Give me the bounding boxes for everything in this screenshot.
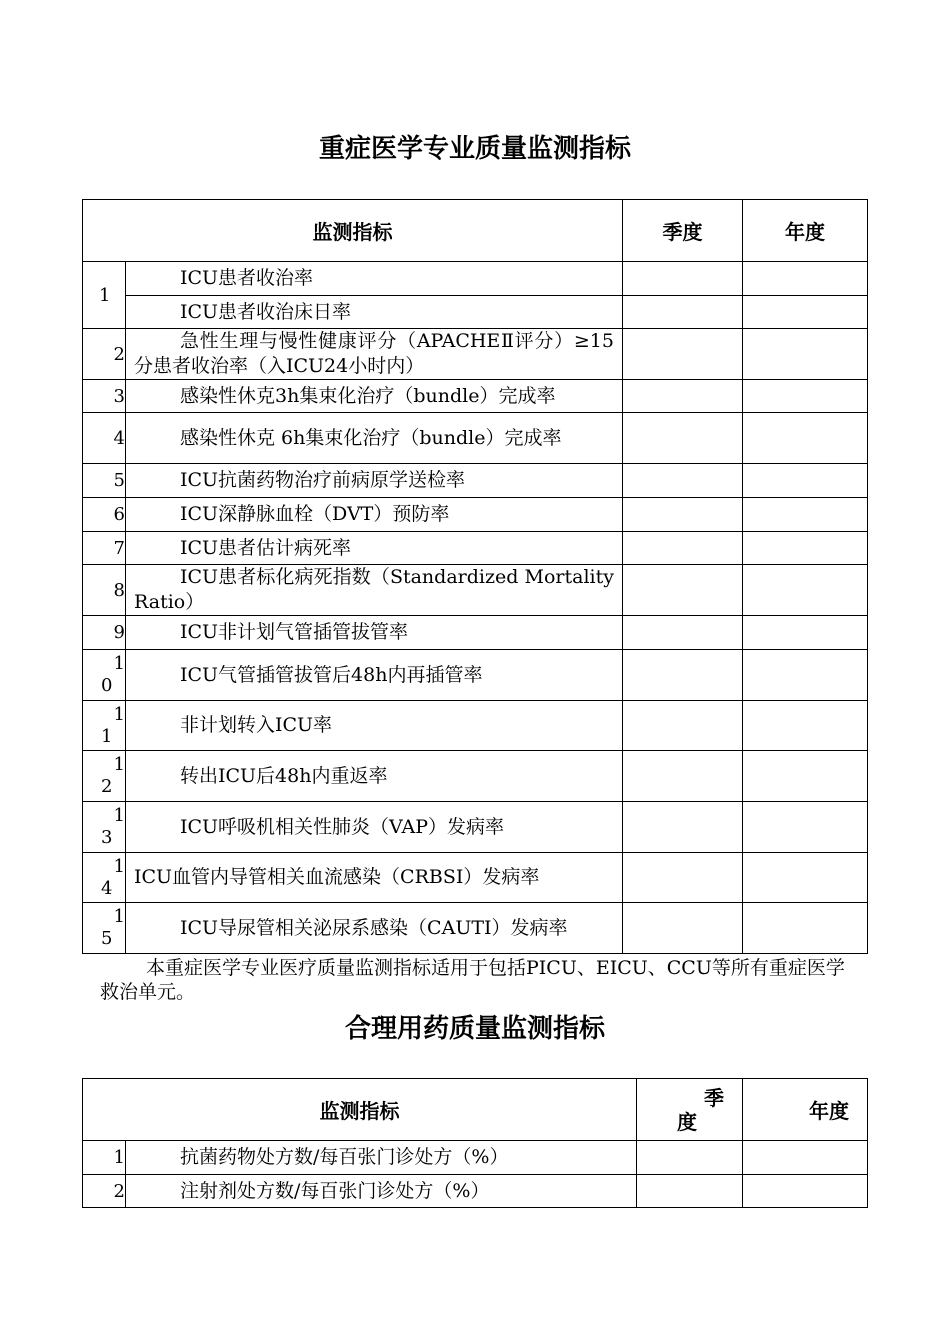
row-number-digit: 2: [101, 776, 113, 797]
row-number: [83, 701, 126, 751]
row-number-digit: 1: [113, 703, 125, 725]
row-number: 5: [83, 464, 126, 498]
row-number: 7: [83, 532, 126, 565]
table-row: [83, 329, 868, 380]
header-indicator: 监测指标: [83, 200, 623, 262]
quarter-cell[interactable]: [623, 701, 743, 751]
row-number-digit: 1: [113, 906, 125, 927]
row-number-digit: 0: [101, 675, 113, 696]
indicator-text: 感染性休克 6h集束化治疗（bundle）完成率: [126, 413, 623, 464]
quarter-cell[interactable]: [623, 464, 743, 498]
row-number: [83, 751, 126, 802]
header-indicator: 监测指标: [83, 1079, 637, 1141]
year-cell[interactable]: [743, 565, 868, 616]
quarter-cell[interactable]: [623, 616, 743, 650]
year-cell[interactable]: [743, 532, 868, 565]
row-number-digit: 4: [101, 877, 113, 899]
row-number: [83, 802, 126, 853]
quarter-cell[interactable]: [623, 413, 743, 464]
indicator-text: ICU呼吸机相关性肺炎（VAP）发病率: [126, 802, 623, 853]
table-row: [83, 616, 868, 650]
row-number: 6: [83, 498, 126, 532]
table-row: [83, 464, 868, 498]
year-cell[interactable]: [743, 296, 868, 329]
quarter-cell[interactable]: [623, 329, 743, 380]
table-row: [83, 1141, 868, 1175]
table-header-row: [83, 200, 868, 262]
indicator-text: ICU气管插管拔管后48h内再插管率: [126, 650, 623, 701]
year-cell[interactable]: [743, 464, 868, 498]
drug-use-quality-table: [82, 1078, 868, 1208]
row-number: 8: [83, 565, 126, 616]
table-row: [83, 296, 868, 329]
page-title: 重症医学专业质量监测指标: [318, 134, 631, 164]
year-cell[interactable]: [743, 1141, 868, 1175]
row-number: 1: [83, 262, 126, 329]
row-number-digit: 1: [113, 754, 125, 775]
table-row: [83, 380, 868, 413]
quarter-cell[interactable]: [623, 751, 743, 802]
table-row: [83, 262, 868, 296]
table-row: [83, 1175, 868, 1208]
year-cell[interactable]: [743, 1175, 868, 1208]
quarter-cell[interactable]: [623, 380, 743, 413]
header-quarter: 季度: [623, 200, 743, 262]
row-number-digit: 1: [113, 653, 125, 674]
quarter-cell[interactable]: [637, 1175, 743, 1208]
indicator-text: ICU患者收治率: [126, 262, 623, 296]
table-row: [83, 701, 868, 751]
quarter-cell[interactable]: [623, 532, 743, 565]
indicator-text: 注射剂处方数/每百张门诊处方（%）: [126, 1175, 637, 1208]
table-row: [83, 751, 868, 802]
header-quarter-part: 度: [677, 1109, 697, 1134]
table-row: [83, 498, 868, 532]
quarter-cell[interactable]: [623, 565, 743, 616]
quarter-cell[interactable]: [637, 1141, 743, 1175]
indicator-text: ICU导尿管相关泌尿系感染（CAUTI）发病率: [126, 903, 623, 954]
row-number-digit: 5: [101, 928, 113, 949]
indicator-text: ICU血管内导管相关血流感染（CRBSI）发病率: [126, 853, 623, 903]
indicator-text: 非计划转入ICU率: [126, 701, 623, 751]
year-cell[interactable]: [743, 751, 868, 802]
quarter-cell[interactable]: [623, 853, 743, 903]
year-cell[interactable]: [743, 262, 868, 296]
year-cell[interactable]: [743, 903, 868, 954]
indicator-text: 转出ICU后48h内重返率: [126, 751, 623, 802]
indicator-text: ICU抗菌药物治疗前病原学送检率: [126, 464, 623, 498]
table-row: [83, 853, 868, 903]
quarter-cell[interactable]: [623, 296, 743, 329]
row-number: [83, 650, 126, 701]
year-cell[interactable]: [743, 498, 868, 532]
row-number: [83, 853, 126, 903]
indicator-text: ICU患者标化病死指数（Standardized Mortality Ratio）: [126, 565, 623, 616]
row-number-digit: 1: [101, 725, 113, 747]
table-row: [83, 565, 868, 616]
indicator-text: ICU非计划气管插管拔管率: [126, 616, 623, 650]
section-title: 合理用药质量监测指标: [344, 1014, 605, 1044]
row-number-digit: 1: [113, 855, 125, 877]
quarter-cell[interactable]: [623, 650, 743, 701]
row-number: 2: [83, 329, 126, 380]
indicator-text: ICU患者收治床日率: [126, 296, 623, 329]
quarter-cell[interactable]: [623, 262, 743, 296]
table-row: [83, 413, 868, 464]
quarter-cell[interactable]: [623, 498, 743, 532]
row-number-digit: 3: [101, 827, 113, 848]
quarter-cell[interactable]: [623, 903, 743, 954]
icu-quality-table: [82, 199, 868, 954]
table-header-row: [83, 1079, 868, 1141]
applicability-note: 本重症医学专业医疗质量监测指标适用于包括PICU、EICU、CCU等所有重症医学救治单元。: [100, 957, 845, 1003]
year-cell[interactable]: [743, 650, 868, 701]
row-number: 4: [83, 413, 126, 464]
header-year: 年度: [743, 200, 868, 262]
row-number: 1: [83, 1141, 126, 1175]
row-number: [83, 903, 126, 954]
year-cell[interactable]: [743, 616, 868, 650]
table-row: [83, 903, 868, 954]
year-cell[interactable]: [743, 380, 868, 413]
indicator-text: 抗菌药物处方数/每百张门诊处方（%）: [126, 1141, 637, 1175]
indicator-text: ICU深静脉血栓（DVT）预防率: [126, 498, 623, 532]
row-number: 2: [83, 1175, 126, 1208]
header-quarter-part: 季: [704, 1085, 724, 1110]
indicator-text: 急性生理与慢性健康评分（APACHEⅡ评分）≥15分患者收治率（入ICU24小时内）: [126, 329, 623, 380]
year-cell[interactable]: [743, 802, 868, 853]
indicator-text: 感染性休克3h集束化治疗（bundle）完成率: [126, 380, 623, 413]
header-quarter: [637, 1079, 743, 1141]
table-row: [83, 802, 868, 853]
row-number: 9: [83, 616, 126, 650]
header-year: 年度: [743, 1079, 868, 1141]
year-cell[interactable]: [743, 853, 868, 903]
year-cell[interactable]: [743, 329, 868, 380]
indicator-text: ICU患者估计病死率: [126, 532, 623, 565]
table-row: [83, 532, 868, 565]
quarter-cell[interactable]: [623, 802, 743, 853]
table-row: [83, 650, 868, 701]
row-number-digit: 1: [113, 805, 125, 826]
row-number: 3: [83, 380, 126, 413]
year-cell[interactable]: [743, 701, 868, 751]
year-cell[interactable]: [743, 413, 868, 464]
